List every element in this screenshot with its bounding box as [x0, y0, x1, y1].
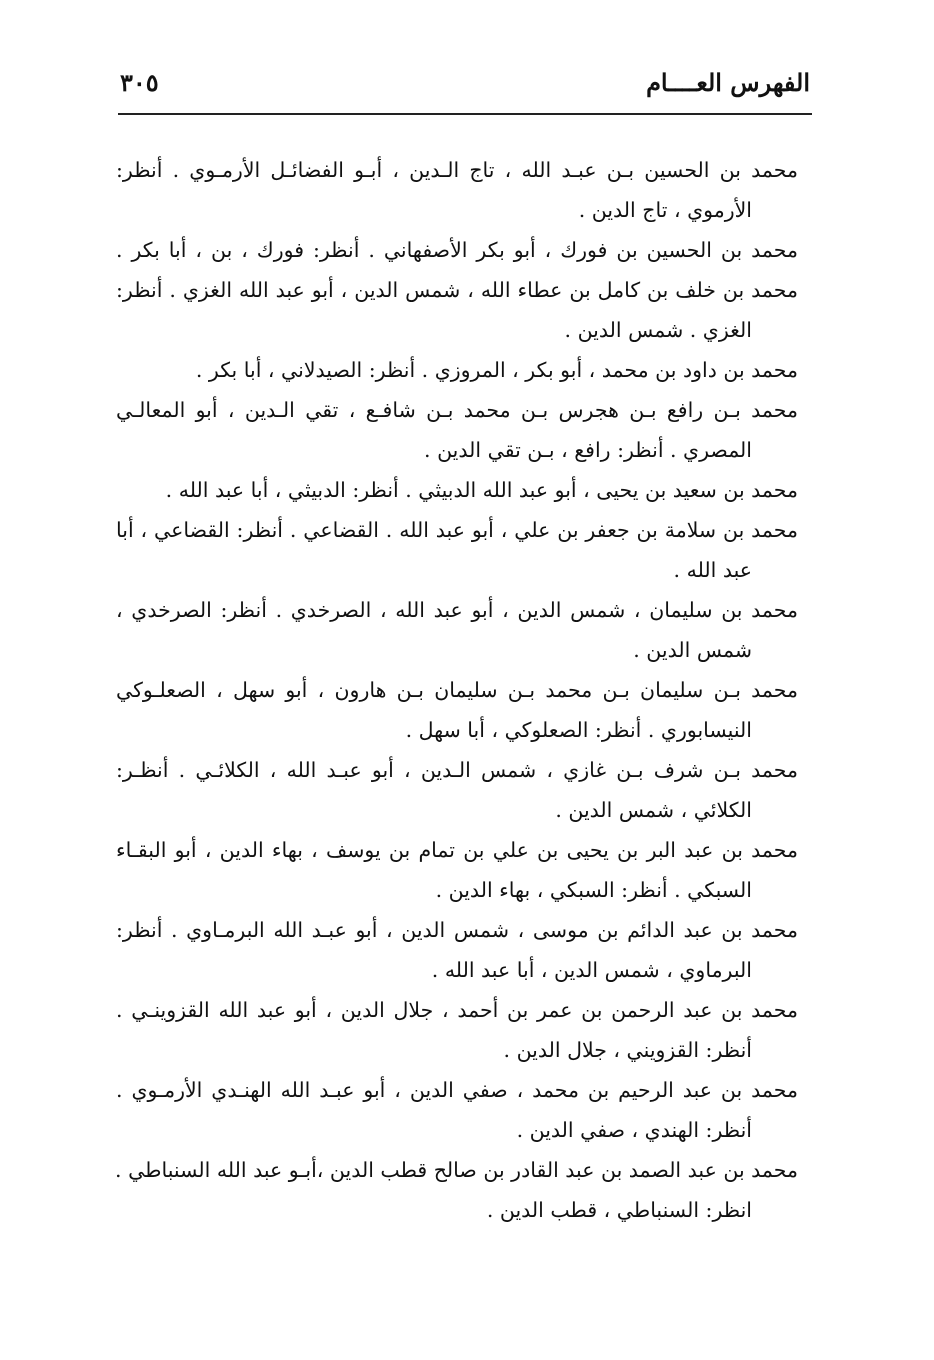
index-entry: [116, 470, 798, 510]
index-entry: [116, 750, 798, 830]
running-title: الفهرس العــــام: [646, 68, 810, 97]
entry-continuation: أنظر: القزويني ، جلال الدين .: [503, 1038, 752, 1062]
entry-line: محمد بن عبد الصمد بن عبد القادر بن صالح قطب الدين ،أبـو عبد الله السنباطي .: [115, 1158, 798, 1182]
entry-continuation: النيسابوري . أنظر: الصعلوكي ، أبا سهل .: [405, 718, 752, 742]
entry-continuation: عبد الله .: [673, 558, 752, 582]
entry-line: محمد بـن شرف بـن غازي ، شمس الـدين ، أبو عبـد الله ، الكلائـي . أنظـر:: [116, 758, 798, 782]
index-entries: [116, 150, 798, 1230]
index-entry: [116, 1150, 798, 1230]
entry-line: محمد بن سليمان ، شمس الدين ، أبو عبد الله ، الصرخدي . أنظر: الصرخدي ،: [116, 598, 798, 622]
entry-line: محمد بن الحسين بن فورك ، أبو بكر الأصفهاني . أنظر: فورك ، بن ، أبا بكر .: [116, 238, 798, 262]
page-header: [118, 66, 812, 106]
index-entry: [116, 510, 798, 590]
index-entry: [116, 910, 798, 990]
entry-line: محمد بن عبد الدائم بن موسى ، شمس الدين ، أبو عبـد الله البرمـاوي . أنظر:: [116, 918, 798, 942]
entry-line: محمد بن عبد الرحمن بن عمر بن أحمد ، جلال الدين ، أبو عبد الله القزوينـي .: [116, 998, 798, 1022]
entry-line: محمد بن داود بن محمد ، أبو بكر ، المروزي . أنظر: الصيدلاني ، أبا بكر .: [195, 358, 798, 382]
page-number: ٣٠٥: [120, 68, 159, 97]
header-divider: [118, 113, 812, 115]
entry-continuation: شمس الدين .: [633, 638, 752, 662]
entry-continuation: انظر: السنباطي ، قطب الدين .: [486, 1198, 752, 1222]
index-entry: [116, 590, 798, 670]
entry-continuation: الكلائي ، شمس الدين .: [555, 798, 752, 822]
entry-line: محمد بـن سليمان بـن محمد بـن سليمان بـن هارون ، أبو سهل ، الصعلـوكي: [116, 678, 798, 702]
entry-line: محمد بن خلف بن كامل بن عطاء الله ، شمس الدين ، أبو عبد الله الغزي . أنظر:: [116, 278, 798, 302]
entry-line: محمد بن الحسين بـن عبـد الله ، تاج الـدين ، أبـو الفضائـل الأرمـوي . أنظر:: [116, 158, 798, 182]
entry-continuation: الأرموي ، تاج الدين .: [578, 198, 752, 222]
index-entry: [116, 230, 798, 270]
entry-line: محمد بن عبد البر بن يحيى بن علي بن تمام بن يوسف ، بهاء الدين ، أبو البقـاء: [116, 838, 798, 862]
index-entry: [116, 390, 798, 470]
entry-continuation: الغزي . شمس الدين .: [564, 318, 752, 342]
index-entry: [116, 350, 798, 390]
index-entry: [116, 150, 798, 230]
index-entry: [116, 830, 798, 910]
index-entry: [116, 670, 798, 750]
index-entry: [116, 270, 798, 350]
entry-line: محمد بن عبد الرحيم بن محمد ، صفي الدين ، أبو عبـد الله الهنـدي الأرمـوي .: [116, 1078, 798, 1102]
entry-continuation: أنظر: الهندي ، صفي الدين .: [516, 1118, 752, 1142]
entry-line: محمد بن سعيد بن يحيى ، أبو عبد الله الدبيثي . أنظر: الدبيثي ، أبا عبد الله .: [165, 478, 798, 502]
entry-continuation: البرماوي ، شمس الدين ، أبا عبد الله .: [431, 958, 752, 982]
entry-line: محمد بـن رافع بـن هجرس بـن محمد بـن شافـع ، تقي الـدين ، أبو المعالـي: [116, 398, 798, 422]
entry-continuation: السبكي . أنظر: السبكي ، بهاء الدين .: [435, 878, 752, 902]
index-entry: [116, 1070, 798, 1150]
entry-line: محمد بن سلامة بن جعفر بن علي ، أبو عبد الله . القضاعي . أنظر: القضاعي ، أبا: [116, 518, 798, 542]
index-entry: [116, 990, 798, 1070]
entry-continuation: المصري . أنظر: رافع ، بـن تقي الدين .: [424, 438, 752, 462]
